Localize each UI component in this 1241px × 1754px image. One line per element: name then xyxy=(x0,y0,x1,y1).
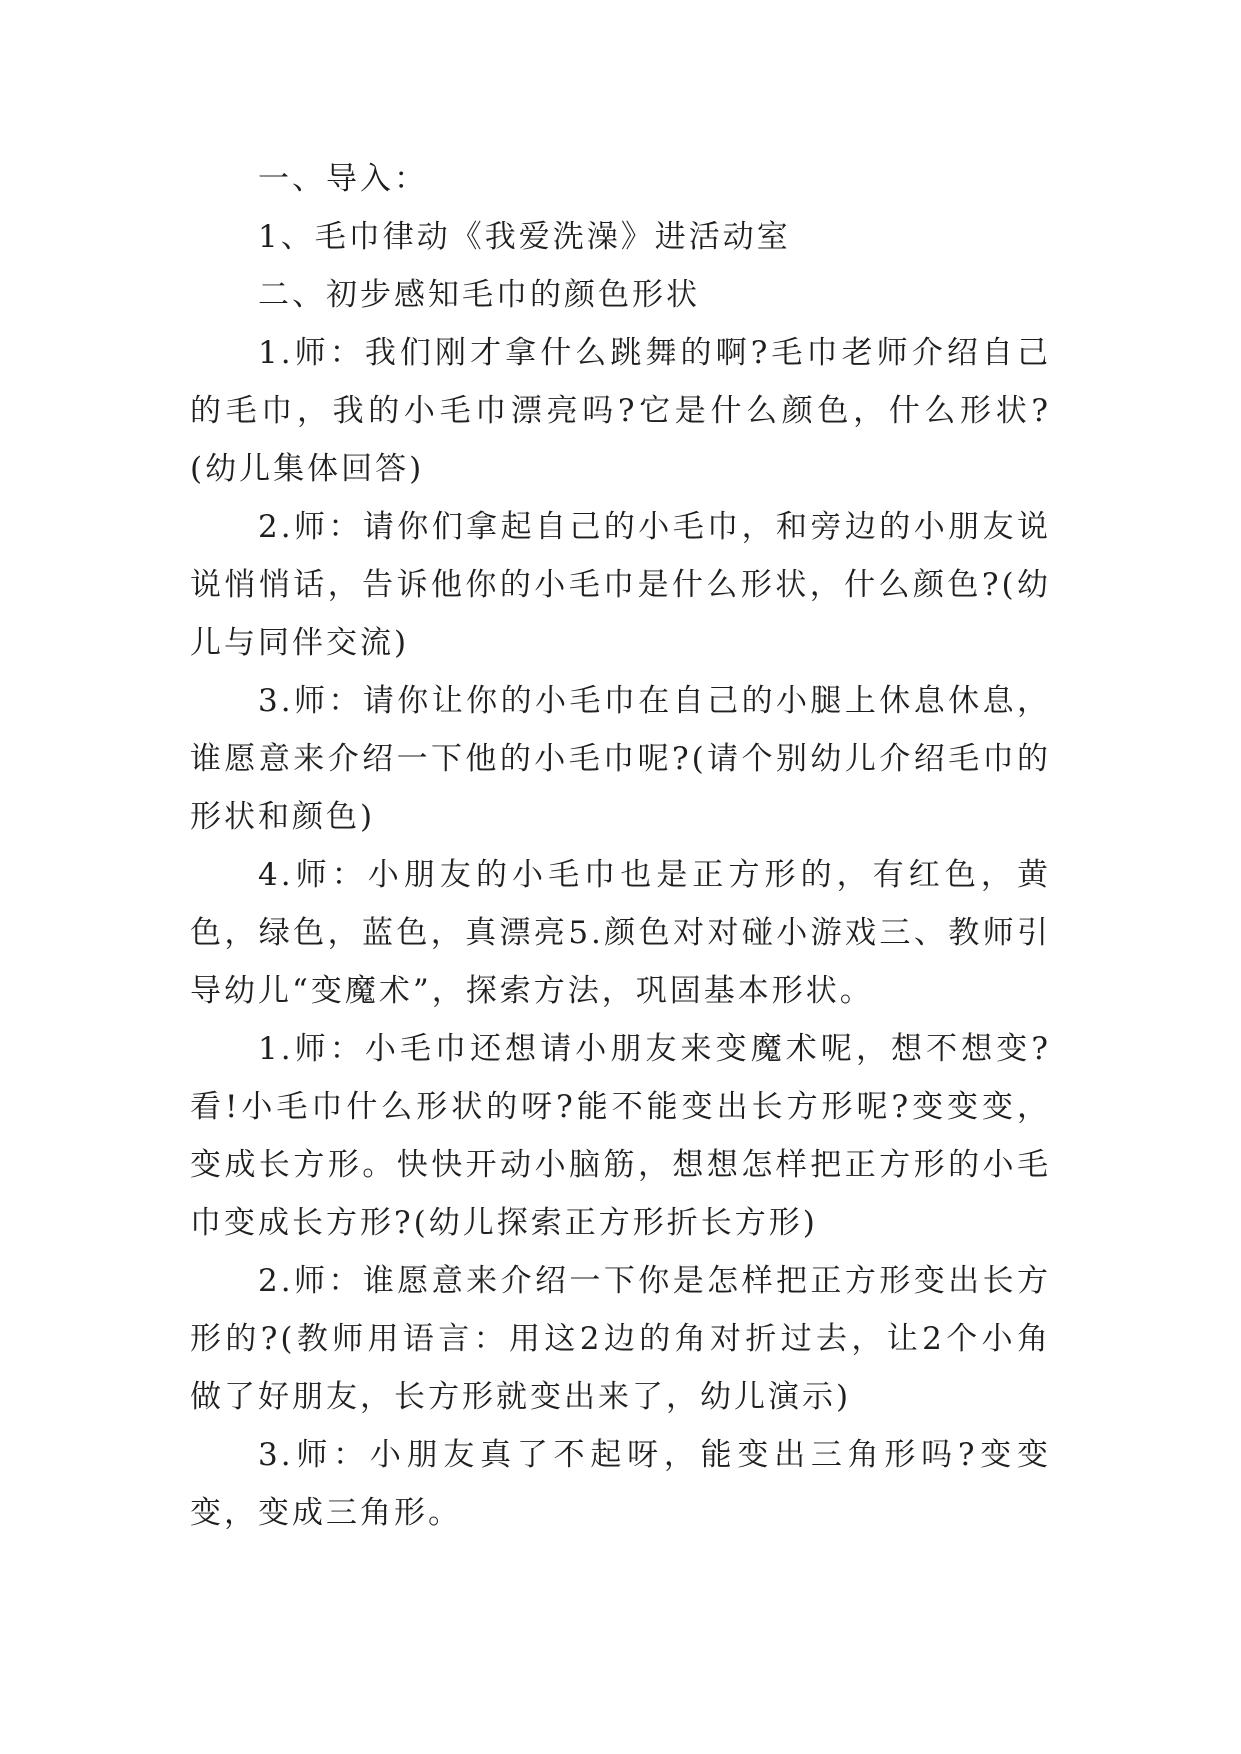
section-heading-perception: 二、初步感知毛巾的颜色形状 xyxy=(258,277,700,313)
paragraph: 2.师：谁愿意来介绍一下你是怎样把正方形变出长方形的?(教师用语言：用这2边的角对折过去，让2个小角做了好朋友，长方形就变出来了，幼儿演示) xyxy=(190,1263,1051,1415)
paragraph: 1.师：小毛巾还想请小朋友来变魔术呢，想不想变?看!小毛巾什么形状的呀?能不能变出长方形呢?变变变，变成长方形。快快开动小脑筋，想想怎样把正方形的小毛巾变成长方形?(幼儿探索正方形折长方形) xyxy=(190,1031,1051,1241)
paragraph: 2.师：请你们拿起自己的小毛巾，和旁边的小朋友说说悄悄话，告诉他你的小毛巾是什么形状，什么颜色?(幼儿与同伴交流) xyxy=(190,509,1051,661)
document-body xyxy=(190,150,1051,1542)
list-item: 1、毛巾律动《我爱洗澡》进活动室 xyxy=(258,219,791,255)
paragraph: 4.师：小朋友的小毛巾也是正方形的，有红色，黄色，绿色，蓝色，真漂亮5.颜色对对碰小游戏三、教师引导幼儿“变魔术”，探索方法，巩固基本形状。 xyxy=(190,857,1051,1009)
section-heading-intro: 一、导入： xyxy=(258,161,428,197)
paragraph: 3.师：小朋友真了不起呀，能变出三角形吗?变变变，变成三角形。 xyxy=(190,1437,1051,1531)
paragraph: 3.师：请你让你的小毛巾在自己的小腿上休息休息，谁愿意来介绍一下他的小毛巾呢?(请个别幼儿介绍毛巾的形状和颜色) xyxy=(190,683,1051,835)
paragraph: 1.师：我们刚才拿什么跳舞的啊?毛巾老师介绍自己的毛巾，我的小毛巾漂亮吗?它是什么颜色，什么形状?(幼儿集体回答) xyxy=(190,335,1051,487)
